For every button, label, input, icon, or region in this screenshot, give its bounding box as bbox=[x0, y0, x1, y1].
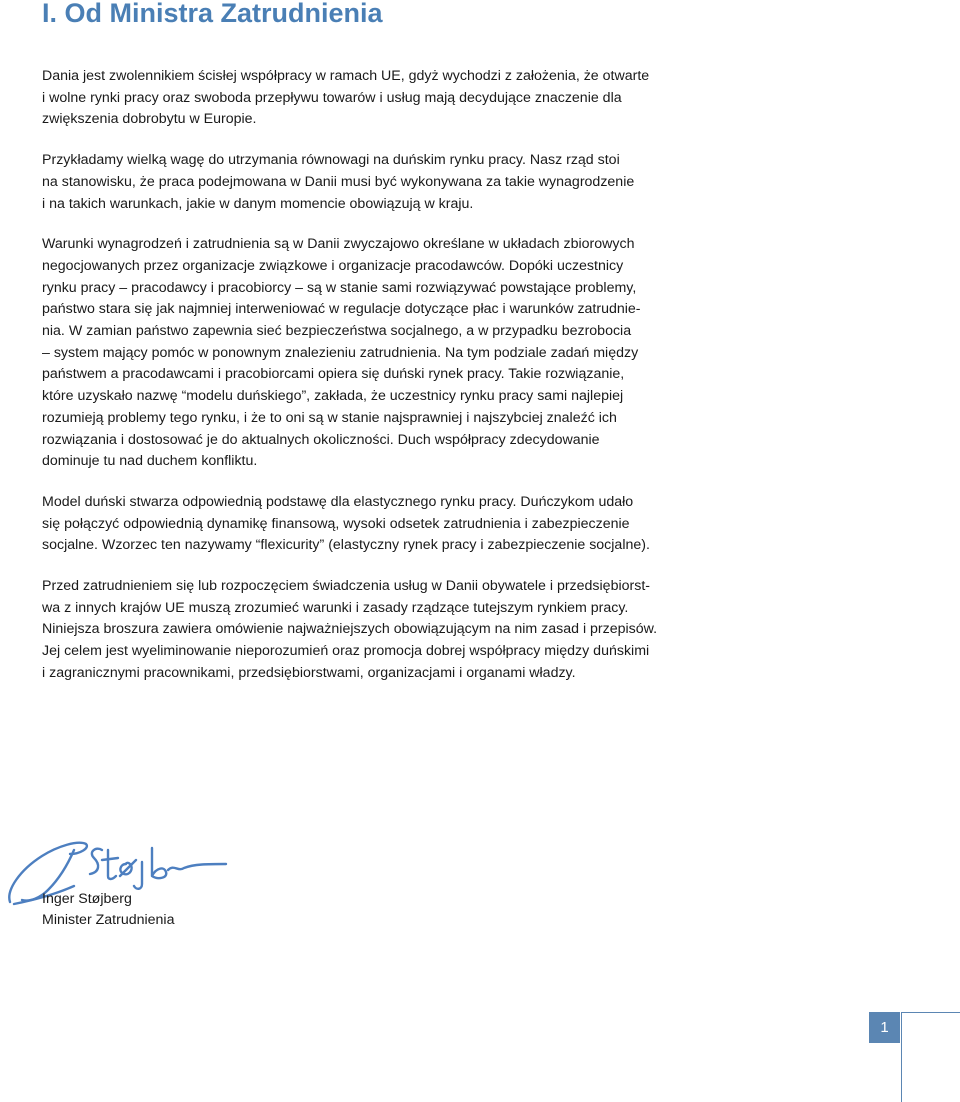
paragraph: Model duński stwarza odpowiednią podstawę dla elastycznego rynku pracy. Duńczykom udało się połączyć odpowiednią dynamikę finansową, wysoki odsetek zatrudnienia i zabezpieczenie socjalne. Wzorzec ten nazywamy “flexicurity” (elastyczny rynek pracy i zabezpieczenie socjalne). bbox=[42, 493, 650, 554]
signatory-role: Minister Zatrudnienia bbox=[42, 912, 175, 928]
paragraph: Dania jest zwolennikiem ścisłej współpracy w ramach UE, gdyż wychodzi z założenia, że otwarte i wolne rynki pracy oraz swoboda przepływu towarów i usług mają decydujące znaczenie dla zwiększenia dobrobytu w Europie. bbox=[42, 68, 650, 128]
signatory-block bbox=[42, 889, 174, 931]
signatory-name: Inger Støjberg bbox=[42, 891, 132, 907]
paragraph: Przykładamy wielką wagę do utrzymania równowagi na duńskim rynku pracy. Nasz rząd stoi na stanowisku, że praca podejmowana w Danii musi być wykonywana za takie wynagrodzenie i na takich warunkach, jakie w danym momencie obowiązują w kraju. bbox=[42, 152, 635, 212]
page-number-rule bbox=[902, 1012, 960, 1013]
page-title: I. Od Ministra Zatrudnienia bbox=[42, 0, 383, 28]
letter-body bbox=[42, 66, 702, 704]
paragraph: Przed zatrudnieniem się lub rozpoczęciem świadczenia usług w Danii obywatele i przedsiębiorst- wa z innych krajów UE muszą zrozumieć warunki i zasady rządzące tutejszym rynkiem pracy. Niniejsza broszura zawiera omówienie najważniejszych obowiązującym na nim zasad i przepisów. Jej celem jest wyeliminowanie nieporozumień oraz promocja dobrej współpracy między duńskimi i zagranicznymi pracownikami, przedsiębiorstwami, organizacjami i organami władzy. bbox=[42, 578, 658, 681]
page-number-rule bbox=[901, 1012, 902, 1102]
page-number: 1 bbox=[869, 1012, 900, 1043]
paragraph: Warunki wynagrodzeń i zatrudnienia są w Danii zwyczajowo określane w układach zbiorowych negocjowanych przez organizacje związkowe i organizacje pracodawców. Dopóki uczestnicy rynku pracy – pracodawcy i pracobiorcy – są w stanie sami rozwiązywać powstające problemy, państwo stara się jak najmniej interweniować w regulacje dotyczące płac i warunków zatrudnie- nia. W zamian państwo zapewnia sieć bezpieczeństwa socjalnego, a w przypadku bezrobocia – system mający pomóc w ponownym znalezieniu zatrudnienia. Na tym podziale zadań między państwem a pracodawcami i pracobiorcami opiera się duński rynek pracy. Takie rozwiązanie, które uzyskało nazwę “modelu duńskiego”, zakłada, że uczestnicy rynku pracy sami najlepiej rozumieją problemy tego rynku, i że to oni są w stanie najsprawniej i najszybciej znaleźć ich rozwiązania i dostosować je do aktualnych okoliczności. Duch współpracy zdecydowanie dominuje tu nad duchem konfliktu. bbox=[42, 236, 641, 470]
